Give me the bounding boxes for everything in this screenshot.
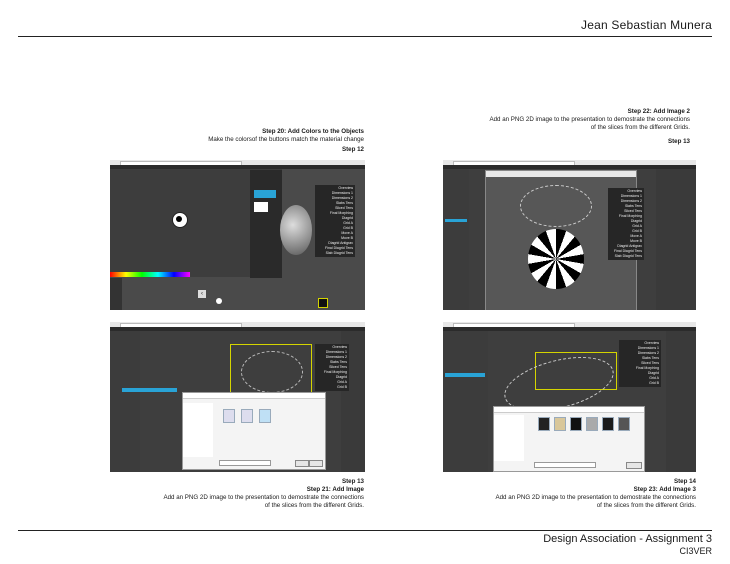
slide-menu [619,340,661,387]
step21-desc2: of the slices from the different Grids. [264,502,364,509]
menu-item[interactable]: Diagrid Antigrav [328,241,353,245]
step22-desc1: Add an PNG 2D image to the presentation to demostrate the connections [489,116,690,123]
menu-item[interactable]: Sliced Tens [641,361,659,365]
filename-input[interactable] [534,462,596,468]
selected-layer[interactable] [445,219,467,222]
menu-item[interactable]: Slabs Tens [329,360,347,364]
step23-num: Step 14 [673,478,696,485]
menu-item[interactable]: Diagrid [647,371,659,375]
selected-color-dot [176,216,182,222]
menu-item[interactable]: Move B [341,236,353,240]
selected-layer[interactable] [445,373,485,377]
menu-item[interactable]: Dimensions 2 [325,355,347,359]
sphere-render [280,205,312,255]
selected-button-icon[interactable] [318,298,328,308]
footer-subtitle: CI3VER [679,546,712,556]
preview-swatch [254,202,268,212]
menu-item[interactable]: Overview [627,189,642,193]
header-rule [18,36,712,37]
menu-item[interactable]: Dimensions 1 [637,346,659,350]
menu-item[interactable]: Dimensions 1 [325,350,347,354]
menu-item[interactable]: Final Morphing [329,211,353,215]
step21-desc1: Add an PNG 2D image to the presentation to demostrate the connections [163,494,364,501]
wireframe-torus [520,185,592,227]
menu-item[interactable]: Move B [630,239,642,243]
menu-item[interactable]: Overview [338,186,353,190]
menu-item[interactable]: Sliced Tens [624,209,642,213]
step22-caption [489,108,690,146]
slide-menu [315,344,349,391]
menu-item[interactable]: Grid B [632,229,642,233]
menu-item[interactable]: Slabs Tens [641,356,659,360]
menu-item[interactable]: Slabs Tens [624,204,642,208]
file-thumb[interactable] [241,409,253,423]
hex-field[interactable] [254,190,276,198]
open-button[interactable] [295,460,309,467]
menu-item[interactable]: Slab Diagrid Tens [614,254,642,258]
dialog-titlebar [183,393,325,399]
menu-item[interactable]: Final Morphing [323,370,347,374]
screenshot-step23 [443,322,696,472]
menu-item[interactable]: Grid A [337,380,347,384]
menu-item[interactable]: Final Morphing [635,366,659,370]
menu-item[interactable]: Diagrid [630,219,642,223]
properties-panel [656,169,696,310]
footer-title: Design Association - Assignment 3 [543,533,712,545]
screenshot-step21 [110,322,365,472]
step22-desc2: of the slices from the different Grids. [590,124,690,131]
menu-item[interactable]: Grid A [632,224,642,228]
file-thumb[interactable] [554,417,566,431]
folder-tree[interactable] [494,415,524,461]
menu-item[interactable]: Move A [341,231,353,235]
file-thumb[interactable] [602,417,614,431]
file-thumb-selected[interactable] [259,409,271,423]
wireframe-torus [241,351,303,393]
file-thumb[interactable] [538,417,550,431]
menu-item[interactable]: Dimensions 2 [637,351,659,355]
step20-desc: Make the colorsof the buttons match the material change [208,136,364,143]
menu-item[interactable]: Overview [332,345,347,349]
menu-item[interactable]: Final Diagrid Tens [325,246,353,250]
slide-menu [608,188,644,260]
filename-input[interactable] [219,460,271,466]
menu-item[interactable]: Overview [644,341,659,345]
menu-item[interactable]: Dimensions 2 [620,199,642,203]
menu-item[interactable]: Diagrid [341,216,353,220]
left-dock [110,278,122,310]
file-thumb[interactable] [570,417,582,431]
open-file-dialog [493,406,645,472]
screenshot-step20 [110,160,365,310]
menu-item[interactable]: Slabs Tens [335,201,353,205]
menu-item[interactable]: Slab Diagrid Tens [325,251,353,255]
step21-caption [163,478,364,510]
author-name: Jean Sebastian Munera [581,18,712,32]
color-panel [250,170,282,278]
step20-num: Step 12 [341,146,364,153]
cancel-button[interactable] [309,460,323,467]
step21-num: Step 13 [341,478,364,485]
file-thumb[interactable] [618,417,630,431]
step22-title: Step 22: Add Image 2 [627,108,690,115]
step22-num: Step 13 [667,138,690,145]
folder-tree[interactable] [183,403,213,457]
file-thumb[interactable] [223,409,235,423]
menu-item[interactable]: Dimensions 1 [620,194,642,198]
step20-caption [208,128,364,154]
hue-strip [110,272,190,277]
footer-rule [18,530,712,531]
menu-item[interactable]: Final Morphing [618,214,642,218]
step23-caption [495,478,696,510]
step23-desc1: Add an PNG 2D image to the presentation to demostrate the connections [495,494,696,501]
step21-title: Step 21: Add Image [306,486,364,493]
step20-title: Step 20: Add Colors to the Objects [262,128,364,135]
layer-sidebar [443,169,469,310]
step23-desc2: of the slices from the different Grids. [596,502,696,509]
menu-item[interactable]: Dimensions 2 [331,196,353,200]
menu-item[interactable]: Final Diagrid Tens [614,249,642,253]
layer-sidebar [443,331,488,472]
properties-panel [666,331,696,472]
viewer-titlebar [486,171,636,177]
menu-item[interactable]: Grid B [649,381,659,385]
selected-layer[interactable] [122,388,177,392]
app-toolbar [110,327,365,331]
menu-item[interactable]: Dimensions 1 [331,191,353,195]
slice-image [528,229,584,289]
menu-item[interactable]: Grid A [649,376,659,380]
open-button[interactable] [626,462,642,469]
menu-item[interactable]: Grid B [343,226,353,230]
menu-item[interactable]: Grid A [343,221,353,225]
prev-arrow-icon[interactable]: ‹ [198,290,206,298]
open-file-dialog [182,392,326,470]
layer-sidebar [110,331,140,472]
menu-item[interactable]: Diagrid [335,375,347,379]
menu-item[interactable]: Sliced Tens [335,206,353,210]
dialog-titlebar [494,407,644,413]
file-thumb[interactable] [586,417,598,431]
screenshot-step22 [443,160,696,310]
menu-item[interactable]: Move A [630,234,642,238]
step23-title: Step 23: Add Image 3 [633,486,696,493]
menu-item[interactable]: Diagrid Antigrav [617,244,642,248]
slide-menu [315,185,355,257]
menu-item[interactable]: Sliced Tens [329,365,347,369]
menu-item[interactable]: Grid B [337,385,347,389]
nav-dot[interactable] [216,298,222,304]
